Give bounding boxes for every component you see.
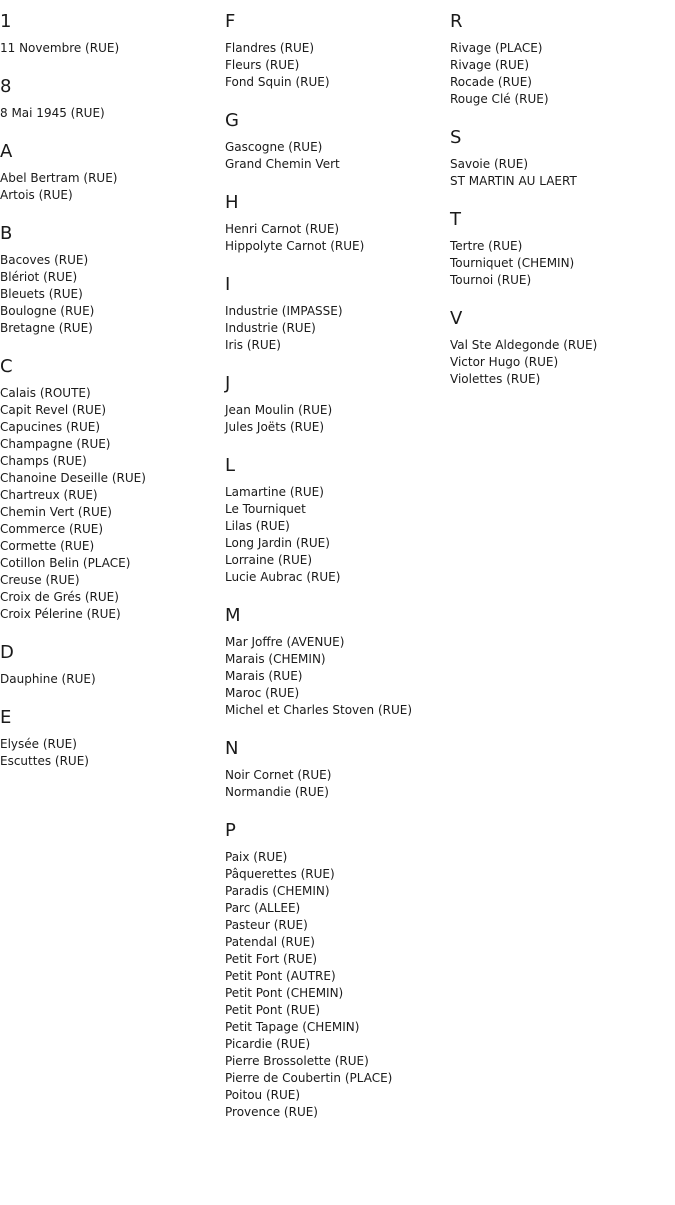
street-link[interactable]: Escuttes (RUE) [0,754,89,768]
street-link[interactable]: Pâquerettes (RUE) [225,867,335,881]
street-link[interactable]: Flandres (RUE) [225,41,314,55]
letter-section [0,140,220,204]
letter-section [450,307,670,388]
street-link[interactable]: Cormette (RUE) [0,539,95,553]
letter-section [225,372,445,436]
letter-section [225,819,445,1121]
street-link[interactable]: Dauphine (RUE) [0,672,96,686]
street-link[interactable]: Commerce (RUE) [0,522,104,536]
section-letter-heading: V [450,308,463,329]
street-link[interactable]: Rocade (RUE) [450,75,532,89]
section-letter-heading: P [225,820,236,841]
street-link[interactable]: Gascogne (RUE) [225,140,323,154]
letter-section [225,454,445,586]
street-link[interactable]: Parc (ALLEE) [225,901,301,915]
street-link[interactable]: Fleurs (RUE) [225,58,300,72]
street-link[interactable]: Violettes (RUE) [450,372,541,386]
letter-section [0,641,220,688]
street-link[interactable]: Croix Pélerine (RUE) [0,607,121,621]
street-link[interactable]: Capit Revel (RUE) [0,403,107,417]
street-link[interactable]: Bretagne (RUE) [0,321,93,335]
street-link[interactable]: Savoie (RUE) [450,157,529,171]
section-letter-heading: J [225,373,231,394]
street-list [225,139,445,173]
letter-section [225,737,445,801]
street-link[interactable]: Paix (RUE) [225,850,288,864]
street-link[interactable]: Chartreux (RUE) [0,488,98,502]
street-list [225,849,445,1121]
street-link[interactable]: Lorraine (RUE) [225,553,313,567]
section-letter-heading: 8 [0,76,12,97]
letter-section [225,604,445,719]
street-index-column-3 [450,10,670,406]
street-link[interactable]: Chanoine Deseille (RUE) [0,471,146,485]
section-letter-heading: H [225,192,239,213]
street-link[interactable]: Tourniquet (CHEMIN) [450,256,575,270]
street-link[interactable]: Provence (RUE) [225,1105,318,1119]
street-link[interactable]: Poitou (RUE) [225,1088,301,1102]
section-letter-heading: N [225,738,239,759]
section-letter-heading: G [225,110,239,131]
street-link[interactable]: Iris (RUE) [225,338,281,352]
letter-section [0,75,220,122]
street-link[interactable]: Cotillon Belin (PLACE) [0,556,131,570]
street-link[interactable]: Boulogne (RUE) [0,304,95,318]
street-link[interactable]: Creuse (RUE) [0,573,80,587]
street-list [450,156,670,190]
letter-section [225,10,445,91]
street-list [450,238,670,289]
street-list [225,40,445,91]
street-link[interactable]: Mar Joffre (AVENUE) [225,635,345,649]
street-link[interactable]: Artois (RUE) [0,188,73,202]
street-link[interactable]: Marais (CHEMIN) [225,652,326,666]
letter-section [450,10,670,108]
street-list [0,105,220,122]
street-link[interactable]: Industrie (RUE) [225,321,316,335]
street-link[interactable]: Capucines (RUE) [0,420,101,434]
street-link[interactable]: Grand Chemin Vert [225,157,340,171]
letter-section [0,706,220,770]
street-list [225,303,445,354]
street-link[interactable]: ST MARTIN AU LAERT [450,174,577,188]
street-link[interactable]: Champagne (RUE) [0,437,111,451]
street-list [0,385,220,623]
street-list [0,736,220,770]
letter-section [0,222,220,337]
street-link[interactable]: Elysée (RUE) [0,737,77,751]
street-link[interactable]: Croix de Grés (RUE) [0,590,119,604]
section-letter-heading: C [0,356,13,377]
street-link[interactable]: Michel et Charles Stoven (RUE) [225,703,413,717]
street-link[interactable]: Marais (RUE) [225,669,303,683]
street-list [0,252,220,337]
section-letter-heading: E [0,707,12,728]
street-link[interactable]: Petit Fort (RUE) [225,952,318,966]
street-link[interactable]: Pierre Brossolette (RUE) [225,1054,369,1068]
section-letter-heading: A [0,141,13,162]
section-letter-heading: M [225,605,241,626]
street-list [225,402,445,436]
street-link[interactable]: Petit Tapage (CHEMIN) [225,1020,360,1034]
letter-section [225,191,445,255]
street-link[interactable]: Henri Carnot (RUE) [225,222,340,236]
street-link[interactable]: Lamartine (RUE) [225,485,324,499]
street-link[interactable]: Le Tourniquet [225,502,306,516]
street-link[interactable]: Jules Joëts (RUE) [225,420,325,434]
street-link[interactable]: Val Ste Aldegonde (RUE) [450,338,598,352]
letter-section [225,109,445,173]
street-link[interactable]: Normandie (RUE) [225,785,329,799]
section-letter-heading: R [450,11,463,32]
section-letter-heading: S [450,127,462,148]
street-list [0,671,220,688]
section-letter-heading: L [225,455,236,476]
street-link[interactable]: Tournoi (RUE) [450,273,532,287]
section-letter-heading: F [225,11,236,32]
street-link[interactable]: Tertre (RUE) [450,239,523,253]
street-list [225,634,445,719]
letter-section [0,10,220,57]
street-link[interactable]: Noir Cornet (RUE) [225,768,332,782]
street-link[interactable]: Calais (ROUTE) [0,386,91,400]
section-letter-heading: T [450,209,461,230]
street-link[interactable]: Champs (RUE) [0,454,87,468]
street-index-column-1 [0,10,220,788]
street-link[interactable]: Rouge Clé (RUE) [450,92,549,106]
street-link[interactable]: Fond Squin (RUE) [225,75,330,89]
street-link[interactable]: Jean Moulin (RUE) [225,403,333,417]
street-link[interactable]: Patendal (RUE) [225,935,315,949]
street-link[interactable]: Maroc (RUE) [225,686,300,700]
street-link[interactable]: Long Jardin (RUE) [225,536,330,550]
street-list [450,40,670,108]
street-link[interactable]: Blériot (RUE) [0,270,78,284]
street-list [0,170,220,204]
section-letter-heading: B [0,223,13,244]
street-link[interactable]: Pierre de Coubertin (PLACE) [225,1071,393,1085]
street-link[interactable]: Industrie (IMPASSE) [225,304,343,318]
street-link[interactable]: Petit Pont (AUTRE) [225,969,336,983]
letter-section [0,355,220,623]
street-link[interactable]: Bleuets (RUE) [0,287,83,301]
letter-section [225,273,445,354]
street-link[interactable]: 8 Mai 1945 (RUE) [0,106,105,120]
street-link[interactable]: Rivage (RUE) [450,58,530,72]
street-link[interactable]: Lilas (RUE) [225,519,290,533]
section-letter-heading: I [225,274,231,295]
street-link[interactable]: Rivage (PLACE) [450,41,543,55]
street-link[interactable]: Pasteur (RUE) [225,918,308,932]
section-letter-heading: 1 [0,11,12,32]
street-list [225,767,445,801]
street-list [0,40,220,57]
street-link[interactable]: 11 Novembre (RUE) [0,41,120,55]
street-link[interactable]: Picardie (RUE) [225,1037,311,1051]
street-list [225,221,445,255]
street-link[interactable]: Hippolyte Carnot (RUE) [225,239,365,253]
street-link[interactable]: Petit Pont (CHEMIN) [225,986,344,1000]
street-link[interactable]: Paradis (CHEMIN) [225,884,330,898]
letter-section [450,126,670,190]
letter-section [450,208,670,289]
street-link[interactable]: Bacoves (RUE) [0,253,89,267]
street-link[interactable]: Victor Hugo (RUE) [450,355,559,369]
street-link[interactable]: Abel Bertram (RUE) [0,171,118,185]
section-letter-heading: D [0,642,14,663]
street-link[interactable]: Chemin Vert (RUE) [0,505,112,519]
street-list [225,484,445,586]
street-link[interactable]: Petit Pont (RUE) [225,1003,321,1017]
street-list [450,337,670,388]
street-link[interactable]: Lucie Aubrac (RUE) [225,570,341,584]
street-index-column-2 [225,10,445,1139]
